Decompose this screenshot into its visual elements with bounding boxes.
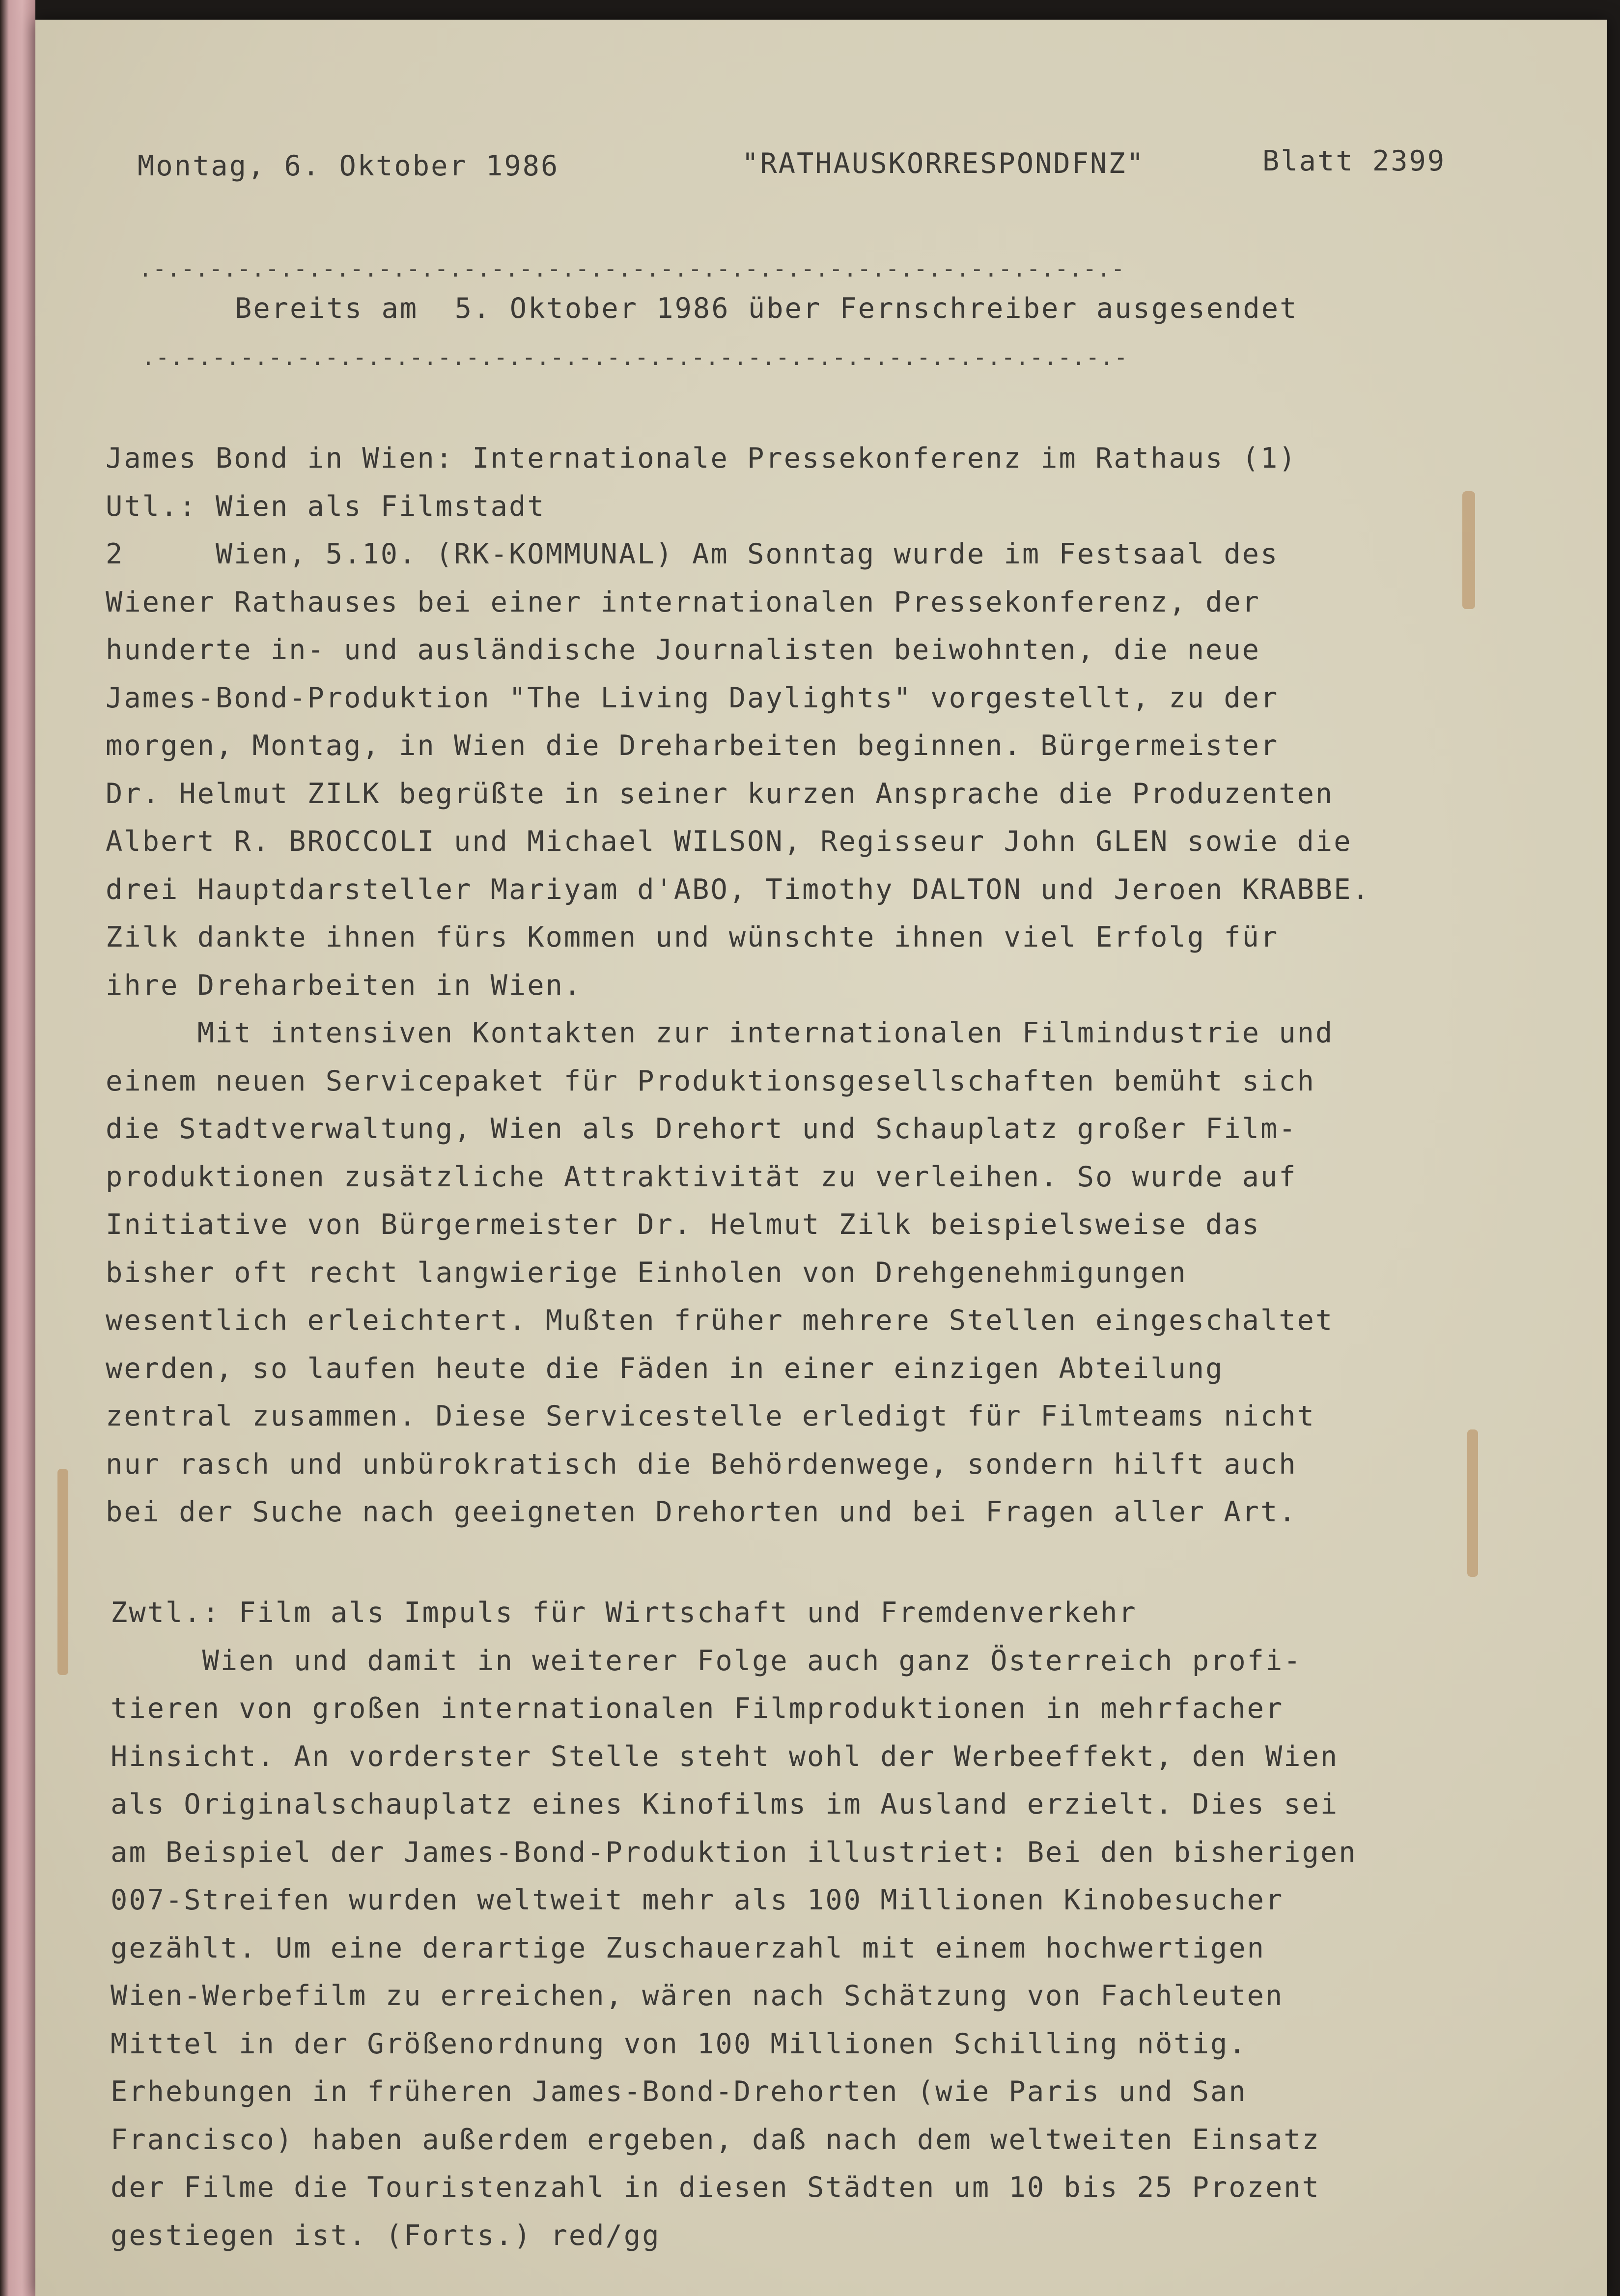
paper-stain [57, 1469, 68, 1675]
article-line: morgen, Montag, in Wien die Dreharbeiten beginnen. Bürgermeister [106, 729, 1279, 762]
article-line: bei der Suche nach geeigneten Drehorten und bei Fragen aller Art. [106, 1496, 1297, 1528]
section-two-line: Erhebungen in früheren James-Bond-Drehorten (wie Paris und San [111, 2075, 1247, 2108]
page-header [103, 147, 1479, 187]
section-two-line: der Filme die Touristenzahl in diesen Städten um 10 bis 25 Prozent [111, 2171, 1320, 2204]
separator-top: .-.-.-.-.-.-.-.-.-.-.-.-.-.-.-.-.-.-.-.-.-.-.-.-.-.-.-.-.-.-.-.-.-.-.- [139, 255, 1125, 282]
section-two-line: Francisco) haben außerdem ergeben, daß nach dem weltweiten Einsatz [111, 2123, 1320, 2156]
article-line: produktionen zusätzliche Attraktivität zu verleihen. So wurde auf [106, 1160, 1297, 1193]
section-two-line: gezählt. Um eine derartige Zuschauerzahl mit einem hochwertigen [111, 1932, 1265, 1964]
article-line: Albert R. BROCCOLI und Michael WILSON, Regisseur John GLEN sowie die [106, 825, 1352, 858]
section-two-line: tieren von großen internationalen Filmproduktionen in mehrfacher [111, 1692, 1284, 1725]
telex-note: Bereits am 5. Oktober 1986 über Fernschreiber ausgesendet [235, 292, 1298, 325]
article-line: hunderte in- und ausländische Journalisten beiwohnten, die neue [106, 634, 1260, 666]
article-line: Wiener Rathauses bei einer internationalen Pressekonferenz, der [106, 586, 1260, 618]
section-two-line: gestiegen ist. (Forts.) red/gg [111, 2219, 661, 2252]
section-two-line: Mittel in der Größenordnung von 100 Millionen Schilling nötig. [111, 2027, 1247, 2060]
article-line: drei Hauptdarsteller Mariyam d'ABO, Timothy DALTON und Jeroen KRABBE. [106, 873, 1370, 906]
article-line: nur rasch und unbürokratisch die Behördenwege, sondern hilft auch [106, 1448, 1297, 1481]
article-line: Dr. Helmut ZILK begrüßte in seiner kurzen Ansprache die Produzenten [106, 777, 1334, 810]
section-two-line: 007-Streifen wurden weltweit mehr als 100 Millionen Kinobesucher [111, 1884, 1284, 1916]
article-line: Utl.: Wien als Filmstadt [106, 490, 546, 523]
section-two-line: Wien und damit in weiterer Folge auch ganz Österreich profi- [111, 1644, 1302, 1677]
article-line: bisher oft recht langwierige Einholen von Drehgenehmigungen [106, 1256, 1187, 1289]
article-line: werden, so laufen heute die Fäden in einer einzigen Abteilung [106, 1352, 1224, 1385]
article-line: James Bond in Wien: Internationale Pressekonferenz im Rathaus (1) [106, 442, 1297, 475]
article-line: einem neuen Servicepaket für Produktionsgesellschaften bemüht sich [106, 1064, 1315, 1097]
section-two-line: Zwtl.: Film als Impuls für Wirtschaft und Fremdenverkehr [111, 1596, 1137, 1629]
section-two-line: Hinsicht. An vorderster Stelle steht wohl der Werbeeffekt, den Wien [111, 1740, 1339, 1773]
book-binding [0, 0, 35, 2296]
article-line: zentral zusammen. Diese Servicestelle erledigt für Filmteams nicht [106, 1400, 1315, 1432]
article-line: die Stadtverwaltung, Wien als Drehort und Schauplatz großer Film- [106, 1113, 1297, 1145]
section-two-line: als Originalschauplatz eines Kinofilms im Ausland erzielt. Dies sei [111, 1788, 1339, 1820]
article-line: wesentlich erleichtert. Mußten früher mehrere Stellen eingeschaltet [106, 1304, 1334, 1337]
header-sheet-number: Blatt 2399 [1262, 145, 1446, 177]
article-line: Initiative von Bürgermeister Dr. Helmut Zilk beispielsweise das [106, 1208, 1260, 1241]
section-two [111, 1596, 1496, 2269]
header-date: Montag, 6. Oktober 1986 [138, 150, 559, 182]
article-line: Zilk dankte ihnen fürs Kommen und wünschte ihnen viel Erfolg für [106, 921, 1279, 953]
article-line: James-Bond-Produktion "The Living Daylights" vorgestellt, zu der [106, 681, 1279, 714]
header-publication: "RATHAUSKORRESPONDFNZ" [742, 147, 1145, 180]
section-two-line: Wien-Werbefilm zu erreichen, wären nach Schätzung von Fachleuten [111, 1980, 1284, 2012]
article-line: ihre Dreharbeiten in Wien. [106, 969, 583, 1002]
article-line: 2 Wien, 5.10. (RK-KOMMUNAL) Am Sonntag wurde im Festsaal des [106, 538, 1279, 570]
separator-bottom: .-.-.-.-.-.-.-.-.-.-.-.-.-.-.-.-.-.-.-.-.-.-.-.-.-.-.-.-.-.-.-.-.-.-.- [141, 344, 1128, 370]
article-line: Mit intensiven Kontakten zur internationalen Filmindustrie und [106, 1017, 1334, 1049]
article-body [106, 442, 1491, 1546]
section-two-line: am Beispiel der James-Bond-Produktion illustriet: Bei den bisherigen [111, 1836, 1357, 1869]
